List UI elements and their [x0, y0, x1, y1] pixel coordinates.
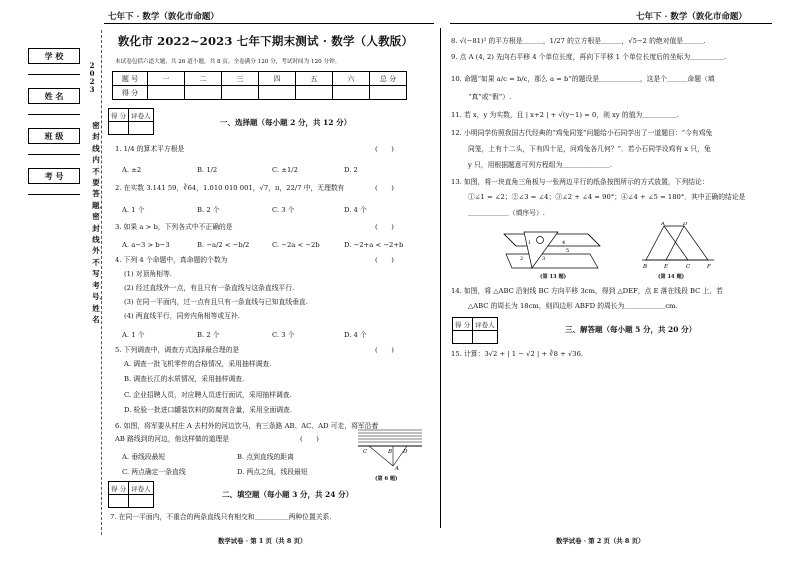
exam-no-field[interactable]: 考 号 — [28, 168, 80, 184]
grader-reviewer-label: 评卷人 — [129, 109, 154, 122]
option: A. a−3 > b−3 — [122, 241, 170, 249]
option: C. −2a < −2b — [272, 241, 320, 249]
fig6-label-c: C — [363, 449, 368, 455]
grader-score-cell[interactable] — [109, 122, 129, 135]
figure-6 — [355, 426, 425, 476]
question-13-cont: ①∠1 = ∠2；②∠3 = ∠4；③∠2 + ∠4 = 90°；④∠4 + ∠5 = 180°．其中正确的结论是 — [468, 193, 746, 201]
seal-line-text: 密封线内不要答题、密封线外不写考号、姓名 — [92, 121, 107, 324]
exam-no-line — [28, 194, 80, 195]
fig13-label: 5 — [566, 248, 570, 254]
question-5: 5. 下列调查中，调查方式选择最合理的是 — [115, 346, 240, 354]
option: D. 2 — [344, 166, 358, 174]
score-header-cell: 题 号 — [113, 72, 148, 86]
question-12: 12. 小明同学仿照我国古代经典的“鸡兔同笼”问题给小石同学出了一道题目：“今有鸡兔 — [451, 129, 713, 137]
fig13-label: 2 — [520, 256, 524, 262]
class-field[interactable]: 班 级 — [28, 128, 80, 144]
option: C. 3 个 — [272, 331, 295, 339]
question-4-item: (1) 对顶角相等. — [124, 270, 172, 278]
question-13: 13. 如图，将一块直角三角板与一张两边平行的纸条按图所示的方式放置，下列结论： — [451, 178, 709, 186]
footer-right: 数学试卷 · 第 2 页（共 8 页） — [556, 537, 645, 545]
option: B. 1/2 — [197, 166, 218, 174]
option: B. −a/2 < −b/2 — [197, 241, 250, 249]
option: D. −2+a < −2+b — [344, 241, 404, 249]
fig14-label-d: D — [683, 222, 688, 227]
option: D. 4 个 — [344, 206, 367, 214]
grader-reviewer-label: 评卷人 — [473, 318, 498, 331]
question-5-item: D. 检验一批进口罐装饮料的防腐剂含量，采用全面调查. — [124, 406, 293, 414]
year-vertical: 2023 — [89, 61, 95, 94]
figure-13-caption: (第 13 题) — [540, 274, 567, 280]
question-14: 14. 如图，将 △ABC 沿射线 BC 方向平移 3cm，得到 △DEF，点 E 落在线段 BC 上，若 — [451, 287, 723, 295]
question-3: 3. 如果 a > b，下列各式中不正确的是 — [115, 223, 233, 231]
grader-score-cell[interactable] — [453, 331, 473, 344]
grader-reviewer-cell[interactable] — [129, 495, 154, 508]
question-1-options — [122, 166, 358, 174]
question-9: 9. 点 A (4, 2) 先向右平移 4 个单位长度，再向下平移 1 个单位长度后的坐标为＿＿＿＿＿. — [451, 53, 727, 61]
question-4-item: (3) 在同一平面内，过一点有且只有一条直线与已知直线垂直. — [124, 298, 308, 306]
answer-paren: ( ) — [375, 184, 394, 192]
question-7: 7. 在同一平面内，不重合的两条直线只有相交和＿＿＿＿＿两种位置关系. — [110, 513, 332, 521]
figure-14-caption: (第 14 题) — [658, 274, 685, 280]
fig14-label-c: C — [686, 264, 691, 270]
score-cell[interactable] — [370, 86, 407, 100]
question-13-cont: ＿＿＿＿＿＿（填序号）. — [468, 209, 545, 217]
fig6-label-a: A — [395, 466, 399, 472]
figure-14 — [632, 222, 728, 272]
question-6-option: B. 点到直线的距离 — [237, 453, 294, 461]
question-11: 11. 若 x，y 为实数，且 | x+2 | + √(y−1) = 0，则 xy 的值为＿＿＿＿＿. — [451, 111, 679, 119]
score-table — [112, 71, 407, 100]
grader-score-label: 得 分 — [109, 109, 129, 122]
section-3-title: 三、解答题（每小题 5 分，共 20 分） — [565, 325, 697, 334]
answer-paren: ( ) — [300, 435, 319, 443]
grader-score-label: 得 分 — [453, 318, 473, 331]
figure-13 — [502, 224, 602, 272]
fig14-label-e: E — [664, 264, 669, 270]
question-6-cont: AB 路线到的河边，他这样做的道理是 — [115, 435, 230, 443]
question-8: 8. √(−81)² 的平方根是＿＿＿，1/27 的立方根是＿＿＿，√5−2 的绝对值是＿＿＿. — [451, 37, 706, 45]
fig14-label-f: F — [707, 264, 711, 270]
header-rule-right — [450, 23, 772, 24]
score-cell[interactable] — [296, 86, 333, 100]
grader-reviewer-label: 评卷人 — [129, 482, 154, 495]
header-right: 七年下 · 数学（敦化市命题） — [636, 12, 747, 22]
school-field[interactable]: 学 校 — [28, 48, 80, 64]
score-header-cell: 一 — [148, 72, 185, 86]
answer-paren: ( ) — [375, 346, 394, 354]
question-12-cont: y 只，用根据题意可列方程组为＿＿＿＿＿＿＿. — [468, 161, 613, 169]
fig13-label: 1 — [528, 240, 532, 246]
question-10-cont: “真”或“假”）. — [468, 93, 512, 101]
grader-score-label: 得 分 — [109, 482, 129, 495]
score-cell[interactable] — [333, 86, 370, 100]
score-cell[interactable] — [222, 86, 259, 100]
option: A. 1 个 — [122, 206, 145, 214]
score-header-cell: 五 — [296, 72, 333, 86]
score-header-cell: 六 — [333, 72, 370, 86]
answer-paren: ( ) — [375, 223, 394, 231]
question-6-option: C. 两点确定一条直线 — [122, 468, 186, 476]
question-1: 1. 1/4 的算术平方根是 — [115, 145, 185, 153]
question-14-cont: △ABC 的周长为 18cm，则四边形 ABFD 的周长为＿＿＿＿＿＿cm. — [468, 302, 678, 310]
fig6-label-b: B — [388, 449, 393, 455]
option: A. 1 个 — [122, 331, 145, 339]
score-cell[interactable] — [259, 86, 296, 100]
question-2: 2. 在实数 3.141 59，∛64，1.010 010 001，√7，π，22/7 中，无理数有 — [115, 184, 345, 192]
section-2-title: 二、填空题（每小题 3 分，共 24 分） — [222, 490, 354, 499]
option: B. 2 个 — [197, 206, 220, 214]
question-10: 10. 命题“如果 a/c = b/c，那么 a = b”的题设是＿＿＿＿＿＿，这是个＿＿＿命题（填 — [451, 75, 715, 83]
header-rule-left — [104, 23, 434, 24]
question-6: 6. 如图，将军要从村庄 A 去村外的河边饮马，有三条路 AB、AC、AD 可走，将军沿着 — [115, 422, 379, 430]
option: C. 3 个 — [272, 206, 295, 214]
answer-paren: ( ) — [375, 145, 394, 153]
option: A. ±2 — [122, 166, 142, 174]
binding-dashed-line — [101, 30, 102, 535]
grader-box-1 — [108, 108, 154, 135]
class-line — [28, 154, 80, 155]
option: C. ±1/2 — [272, 166, 298, 174]
option: D. 4 个 — [344, 331, 367, 339]
page-divider — [440, 28, 441, 528]
name-line — [28, 114, 80, 115]
score-header-cell: 二 — [185, 72, 222, 86]
score-header-cell: 总 分 — [370, 72, 407, 86]
exam-title: 敦化市 2022~2023 七年下期末测试 · 数学（人教版） — [117, 34, 414, 48]
question-2-options — [122, 204, 367, 214]
question-5-item: A. 调查一批飞机零件的合格情况，采用抽样调查. — [124, 360, 272, 368]
question-5-item: B. 调查长江的水质情况，采用抽样调查. — [124, 375, 245, 383]
question-6-option: D. 两点之间，线段最短 — [237, 468, 308, 476]
fig14-label-a: A — [661, 222, 665, 227]
school-line — [28, 74, 80, 75]
fig13-label: 3 — [542, 256, 546, 262]
answer-paren: ( ) — [375, 256, 394, 264]
grader-box-3 — [452, 317, 498, 344]
name-field[interactable]: 姓 名 — [28, 88, 80, 104]
figure-6-caption: (第 6 题) — [375, 476, 398, 482]
question-4-options — [122, 329, 367, 339]
score-cell[interactable] — [148, 86, 185, 100]
fig14-label-b: B — [643, 264, 648, 270]
option: B. 2 个 — [197, 331, 220, 339]
fig13-label: 4 — [562, 240, 566, 246]
question-5-item: C. 企业招聘人员，对应聘人员进行面试，采用抽样调查. — [124, 391, 292, 399]
question-3-options — [122, 241, 403, 249]
question-4-item: (4) 两直线平行，同旁内角相等或互补. — [124, 312, 240, 320]
score-cell[interactable] — [185, 86, 222, 100]
question-12-cont: 同笼，上有十二头，下有四十足，问鸡兔各几何？”．若小石同学设鸡有 x 只，兔 — [468, 145, 711, 153]
score-header-cell: 三 — [222, 72, 259, 86]
exam-notice: 本试卷包括六道大题，共 26 道小题，共 8 页。全卷满分 120 分，考试时间为 120 分钟。 — [115, 59, 341, 65]
grader-reviewer-cell[interactable] — [129, 122, 154, 135]
score-row-label: 得 分 — [113, 86, 148, 100]
score-header-cell: 四 — [259, 72, 296, 86]
question-15: 15. 计算：3√2 + | 1 − √2 | + ∛8 + √36. — [451, 350, 584, 358]
footer-left: 数学试卷 · 第 1 页（共 8 页） — [218, 537, 307, 545]
question-6-option: A. 垂线段最短 — [122, 453, 166, 461]
section-1-title: 一、选择题（每小题 2 分，共 12 分） — [220, 118, 352, 127]
grader-box-2 — [108, 481, 154, 508]
question-4-item: (2) 经过直线外一点，有且只有一条直线与这条直线平行. — [124, 284, 295, 292]
grader-reviewer-cell[interactable] — [473, 331, 498, 344]
question-4: 4. 下列 4 个命题中，真命题的个数为 — [115, 256, 228, 264]
fig6-label-d: D — [403, 449, 408, 455]
grader-score-cell[interactable] — [109, 495, 129, 508]
header-left: 七年下 · 数学（敦化市命题） — [108, 12, 219, 22]
